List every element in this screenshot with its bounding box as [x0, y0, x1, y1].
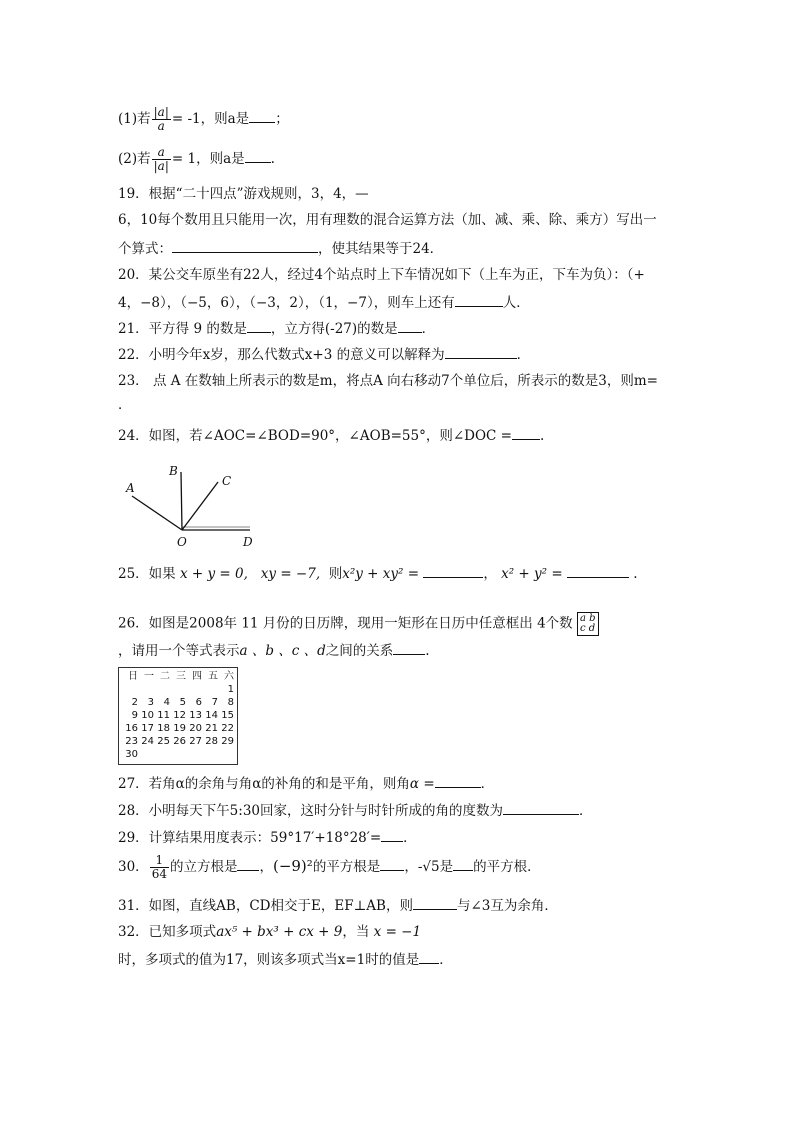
calendar-day	[138, 748, 154, 761]
q27: 27．若角α的余角与角α的补角的和是平角，则角α = ．	[118, 773, 494, 794]
q25: 25．如果 x + y = 0, xy = −7, 则x²y + xy² = ， x² + y² = .	[118, 563, 638, 584]
calendar-day	[186, 748, 202, 761]
calendar-day: 19	[173, 723, 186, 734]
q18a-fraction: $\frac{|a|}{a}$	[153, 105, 169, 133]
calendar-day: 22	[221, 723, 234, 734]
q29: 29．计算结果用度表示：59°17′+18°28′= ．	[118, 827, 417, 848]
calendar-day: 14	[205, 710, 218, 721]
answer-blank[interactable]	[567, 563, 629, 578]
calendar-weekday: 一	[144, 671, 154, 682]
answer-blank[interactable]	[512, 425, 540, 440]
q20-line2: 4，−8），（−5，6），（−3，2），（1，−7），则车上还有 人．	[118, 292, 530, 313]
answer-blank[interactable]	[393, 640, 425, 655]
angle-figure	[118, 458, 268, 550]
calendar-day	[218, 748, 234, 761]
calendar-day: 30	[125, 749, 138, 760]
calendar-day: 12	[173, 710, 186, 721]
calendar-day: 8	[227, 697, 234, 708]
calendar-day: 21	[205, 723, 218, 734]
answer-blank[interactable]	[419, 949, 439, 964]
calendar	[118, 667, 238, 765]
calendar-week	[122, 735, 234, 748]
calendar-day: 20	[189, 723, 202, 734]
calendar-day: 13	[189, 710, 202, 721]
calendar-day	[138, 683, 154, 696]
calendar-day: 7	[211, 697, 218, 708]
calendar-week	[122, 709, 234, 722]
label-B: B	[169, 464, 178, 478]
ray-OC	[182, 482, 218, 530]
calendar-day: 1	[227, 684, 234, 695]
answer-blank[interactable]	[398, 318, 422, 333]
calendar-day: 25	[157, 736, 170, 747]
q32-line2: 时，多项式的值为17，则该多项式当x=1时的值是 ．	[118, 949, 453, 970]
answer-blank[interactable]	[381, 827, 403, 842]
calendar-day: 3	[147, 697, 154, 708]
calendar-day: 15	[221, 710, 234, 721]
calendar-day	[122, 683, 138, 696]
answer-blank[interactable]	[455, 292, 503, 307]
calendar-day: 24	[141, 736, 154, 747]
answer-blank[interactable]	[237, 856, 259, 871]
answer-blank[interactable]	[172, 238, 318, 253]
answer-blank[interactable]	[247, 318, 271, 333]
answer-blank[interactable]	[423, 563, 483, 578]
q32-line1: 32．已知多项式ax⁵ + bx³ + cx + 9，当 x = −1	[118, 924, 422, 940]
calendar-day: 29	[221, 736, 234, 747]
calendar-day: 4	[163, 697, 170, 708]
calendar-day: 10	[141, 710, 154, 721]
calendar-day: 26	[173, 736, 186, 747]
label-C: C	[222, 474, 232, 488]
calendar-table	[122, 670, 234, 761]
calendar-day	[202, 683, 218, 696]
q21: 21．平方得 9 的数是 ，立方得(-27)的数是 ．	[118, 318, 435, 339]
q24: 24．如图，若∠AOC=∠BOD=90°，∠AOB=55°，则∠DOC = .	[118, 425, 544, 446]
calendar-day: 16	[125, 723, 138, 734]
answer-blank[interactable]	[249, 108, 275, 123]
calendar-day: 17	[141, 723, 154, 734]
calendar-week	[122, 722, 234, 735]
calendar-day	[202, 748, 218, 761]
calendar-day	[154, 683, 170, 696]
q20-line1: 20．某公交车原坐有22人，经过4个站点时上下车情况如下（上车为正，下车为负）：（+	[118, 267, 645, 283]
q31: 31．如图，直线AB，CD相交于E，EF⊥AB，则 与∠3互为余角．	[118, 895, 558, 916]
answer-blank[interactable]	[380, 856, 404, 871]
label-D: D	[243, 535, 253, 549]
calendar-weekday: 五	[208, 671, 218, 682]
q19-line3: 个算式： ，使其结果等于24．	[118, 238, 443, 259]
calendar-week	[122, 748, 234, 761]
calendar-weekday: 六	[224, 671, 234, 682]
calendar-day	[170, 683, 186, 696]
calendar-day: 2	[131, 697, 138, 708]
calendar-day: 27	[189, 736, 202, 747]
calendar-day: 5	[179, 697, 186, 708]
calendar-day: 9	[131, 710, 138, 721]
answer-blank[interactable]	[445, 344, 517, 359]
q18a-prefix: (1)若	[118, 111, 151, 127]
calendar-weekday: 二	[160, 671, 170, 682]
answer-blank[interactable]	[435, 773, 481, 788]
calendar-day: 6	[195, 697, 202, 708]
calendar-week	[122, 696, 234, 709]
q26-line2: ，请用一个等式表示a 、b 、c 、d之间的关系 .	[118, 640, 430, 661]
ray-OA	[132, 496, 182, 530]
calendar-header	[122, 670, 234, 683]
q19-line2: 6，10每个数用且只能用一次，用有理数的混合运算方法（加、减、乘、除、乘方）写出一	[118, 212, 657, 228]
q18b-fraction: $\frac{a}{|a|}$	[153, 145, 169, 173]
answer-blank[interactable]	[245, 148, 271, 163]
calendar-day: 28	[205, 736, 218, 747]
calendar-day	[170, 748, 186, 761]
q18-part2: (2)若 $\frac{a}{|a|}$ = 1，则a是 .	[118, 145, 275, 173]
calendar-day: 23	[125, 736, 138, 747]
ray-OB	[181, 472, 182, 530]
q18-part1: (1)若 $\frac{|a|}{a}$ = -1，则a是 ；	[118, 105, 289, 133]
label-O: O	[177, 535, 187, 549]
answer-blank[interactable]	[453, 856, 473, 871]
q28: 28．小明每天下午5:30回家，这时分针与时针所成的角的度数为 ．	[118, 800, 593, 821]
four-number-box: a b c d	[577, 612, 599, 636]
q23-line2: ．	[118, 397, 132, 413]
calendar-day: 11	[157, 710, 170, 721]
calendar-week	[122, 683, 234, 696]
q30: 30． $\frac{1}{64}$ 的立方根是 ，(−9)²的平方根是 ，-√5是 的平方根．	[118, 853, 541, 881]
calendar-weekday: 三	[176, 671, 186, 682]
calendar-weekday: 日	[128, 671, 138, 682]
q22: 22．小明今年x岁，那么代数式x+3 的意义可以解释为 ．	[118, 344, 530, 365]
answer-blank[interactable]	[413, 895, 457, 910]
calendar-day: 18	[157, 723, 170, 734]
calendar-day	[186, 683, 202, 696]
q19-line1: 19．根据“二十四点”游戏规则，3，4，—	[118, 186, 369, 202]
q30-fraction: $\frac{1}{64}$	[151, 853, 167, 881]
answer-blank[interactable]	[503, 800, 579, 815]
calendar-weekday: 四	[192, 671, 202, 682]
q26-line1: 26．如图是2008年 11 月份的日历牌，现用一矩形在日历中任意框出 4个数 a b c d	[118, 612, 599, 636]
calendar-day	[154, 748, 170, 761]
label-A: A	[126, 481, 135, 495]
q23-line1: 23． 点 A 在数轴上所表示的数是m，将点A 向右移动7个单位后，所表示的数是3，则m=	[118, 373, 658, 389]
